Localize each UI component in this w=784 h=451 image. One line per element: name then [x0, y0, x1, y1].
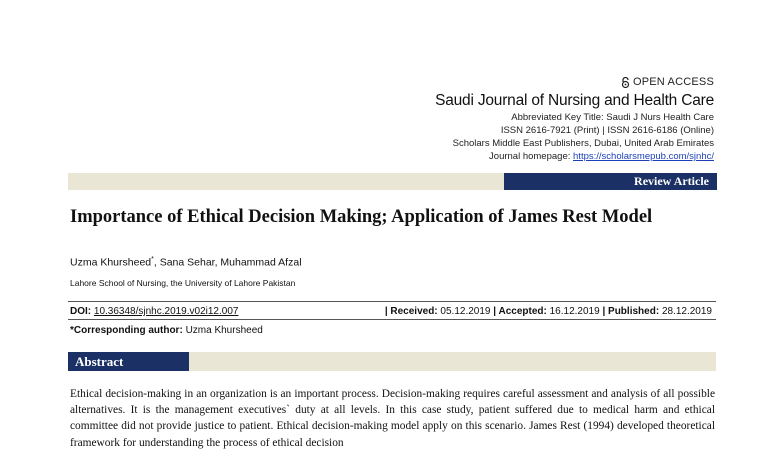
corresponding-author-line	[70, 325, 263, 336]
doi-line	[70, 306, 238, 317]
journal-abbreviated-title: Abbreviated Key Title: Saudi J Nurs Health Care	[511, 112, 714, 123]
article-dates	[385, 306, 712, 317]
received-date: 05.12.2019	[440, 306, 491, 317]
open-lock-icon	[621, 77, 630, 88]
journal-publisher: Scholars Middle East Publishers, Dubai, United Arab Emirates	[452, 138, 714, 149]
author-list	[70, 256, 302, 269]
corresponding-author-name: Uzma Khursheed	[70, 256, 152, 269]
open-access-text: OPEN ACCESS	[632, 76, 714, 88]
divider-top	[68, 301, 716, 302]
doi-label: DOI:	[70, 306, 92, 317]
received-label: | Received:	[384, 306, 438, 317]
corresponding-author-label: *Corresponding author:	[70, 325, 183, 336]
accepted-date: 16.12.2019	[549, 306, 600, 317]
abstract-heading: Abstract	[68, 352, 189, 371]
divider-bottom	[68, 319, 716, 320]
open-access-label	[621, 76, 714, 88]
co-authors: , Sana Sehar, Muhammad Afzal	[153, 256, 302, 269]
published-label: | Published:	[602, 306, 660, 317]
author-affiliation: Lahore School of Nursing, the University of Lahore Pakistan	[70, 278, 296, 288]
accepted-label: | Accepted:	[493, 306, 547, 317]
journal-issn: ISSN 2616-7921 (Print) | ISSN 2616-6186 (Online)	[500, 125, 714, 136]
journal-title: Saudi Journal of Nursing and Health Care	[435, 92, 714, 109]
article-title: Importance of Ethical Decision Making; Application of James Rest Model	[70, 207, 653, 227]
doi-link[interactable]: 10.36348/sjnhc.2019.v02i12.007	[93, 306, 239, 317]
journal-homepage-label: Journal homepage:	[489, 151, 574, 162]
article-type-badge: Review Article	[504, 173, 717, 190]
journal-homepage-link[interactable]: https://scholarsmepub.com/sjnhc/	[573, 151, 714, 162]
journal-homepage	[489, 150, 714, 163]
abstract-text: Ethical decision-making in an organization is an important process. Decision-making requires careful assessment and analysis of all possible alternatives. It is the management executives` duty at all levels. In this case study, patient suffered due to medical harm and ethical committee did not provide justice to patient. Ethical decision-making model apply on this scenario. James Rest (1994) developed theoretical framework for understanding the process of ethical decision	[70, 388, 715, 449]
corresponding-author-mark: *	[151, 256, 154, 263]
published-date: 28.12.2019	[661, 306, 712, 317]
corresponding-author: Uzma Khursheed	[185, 325, 263, 336]
